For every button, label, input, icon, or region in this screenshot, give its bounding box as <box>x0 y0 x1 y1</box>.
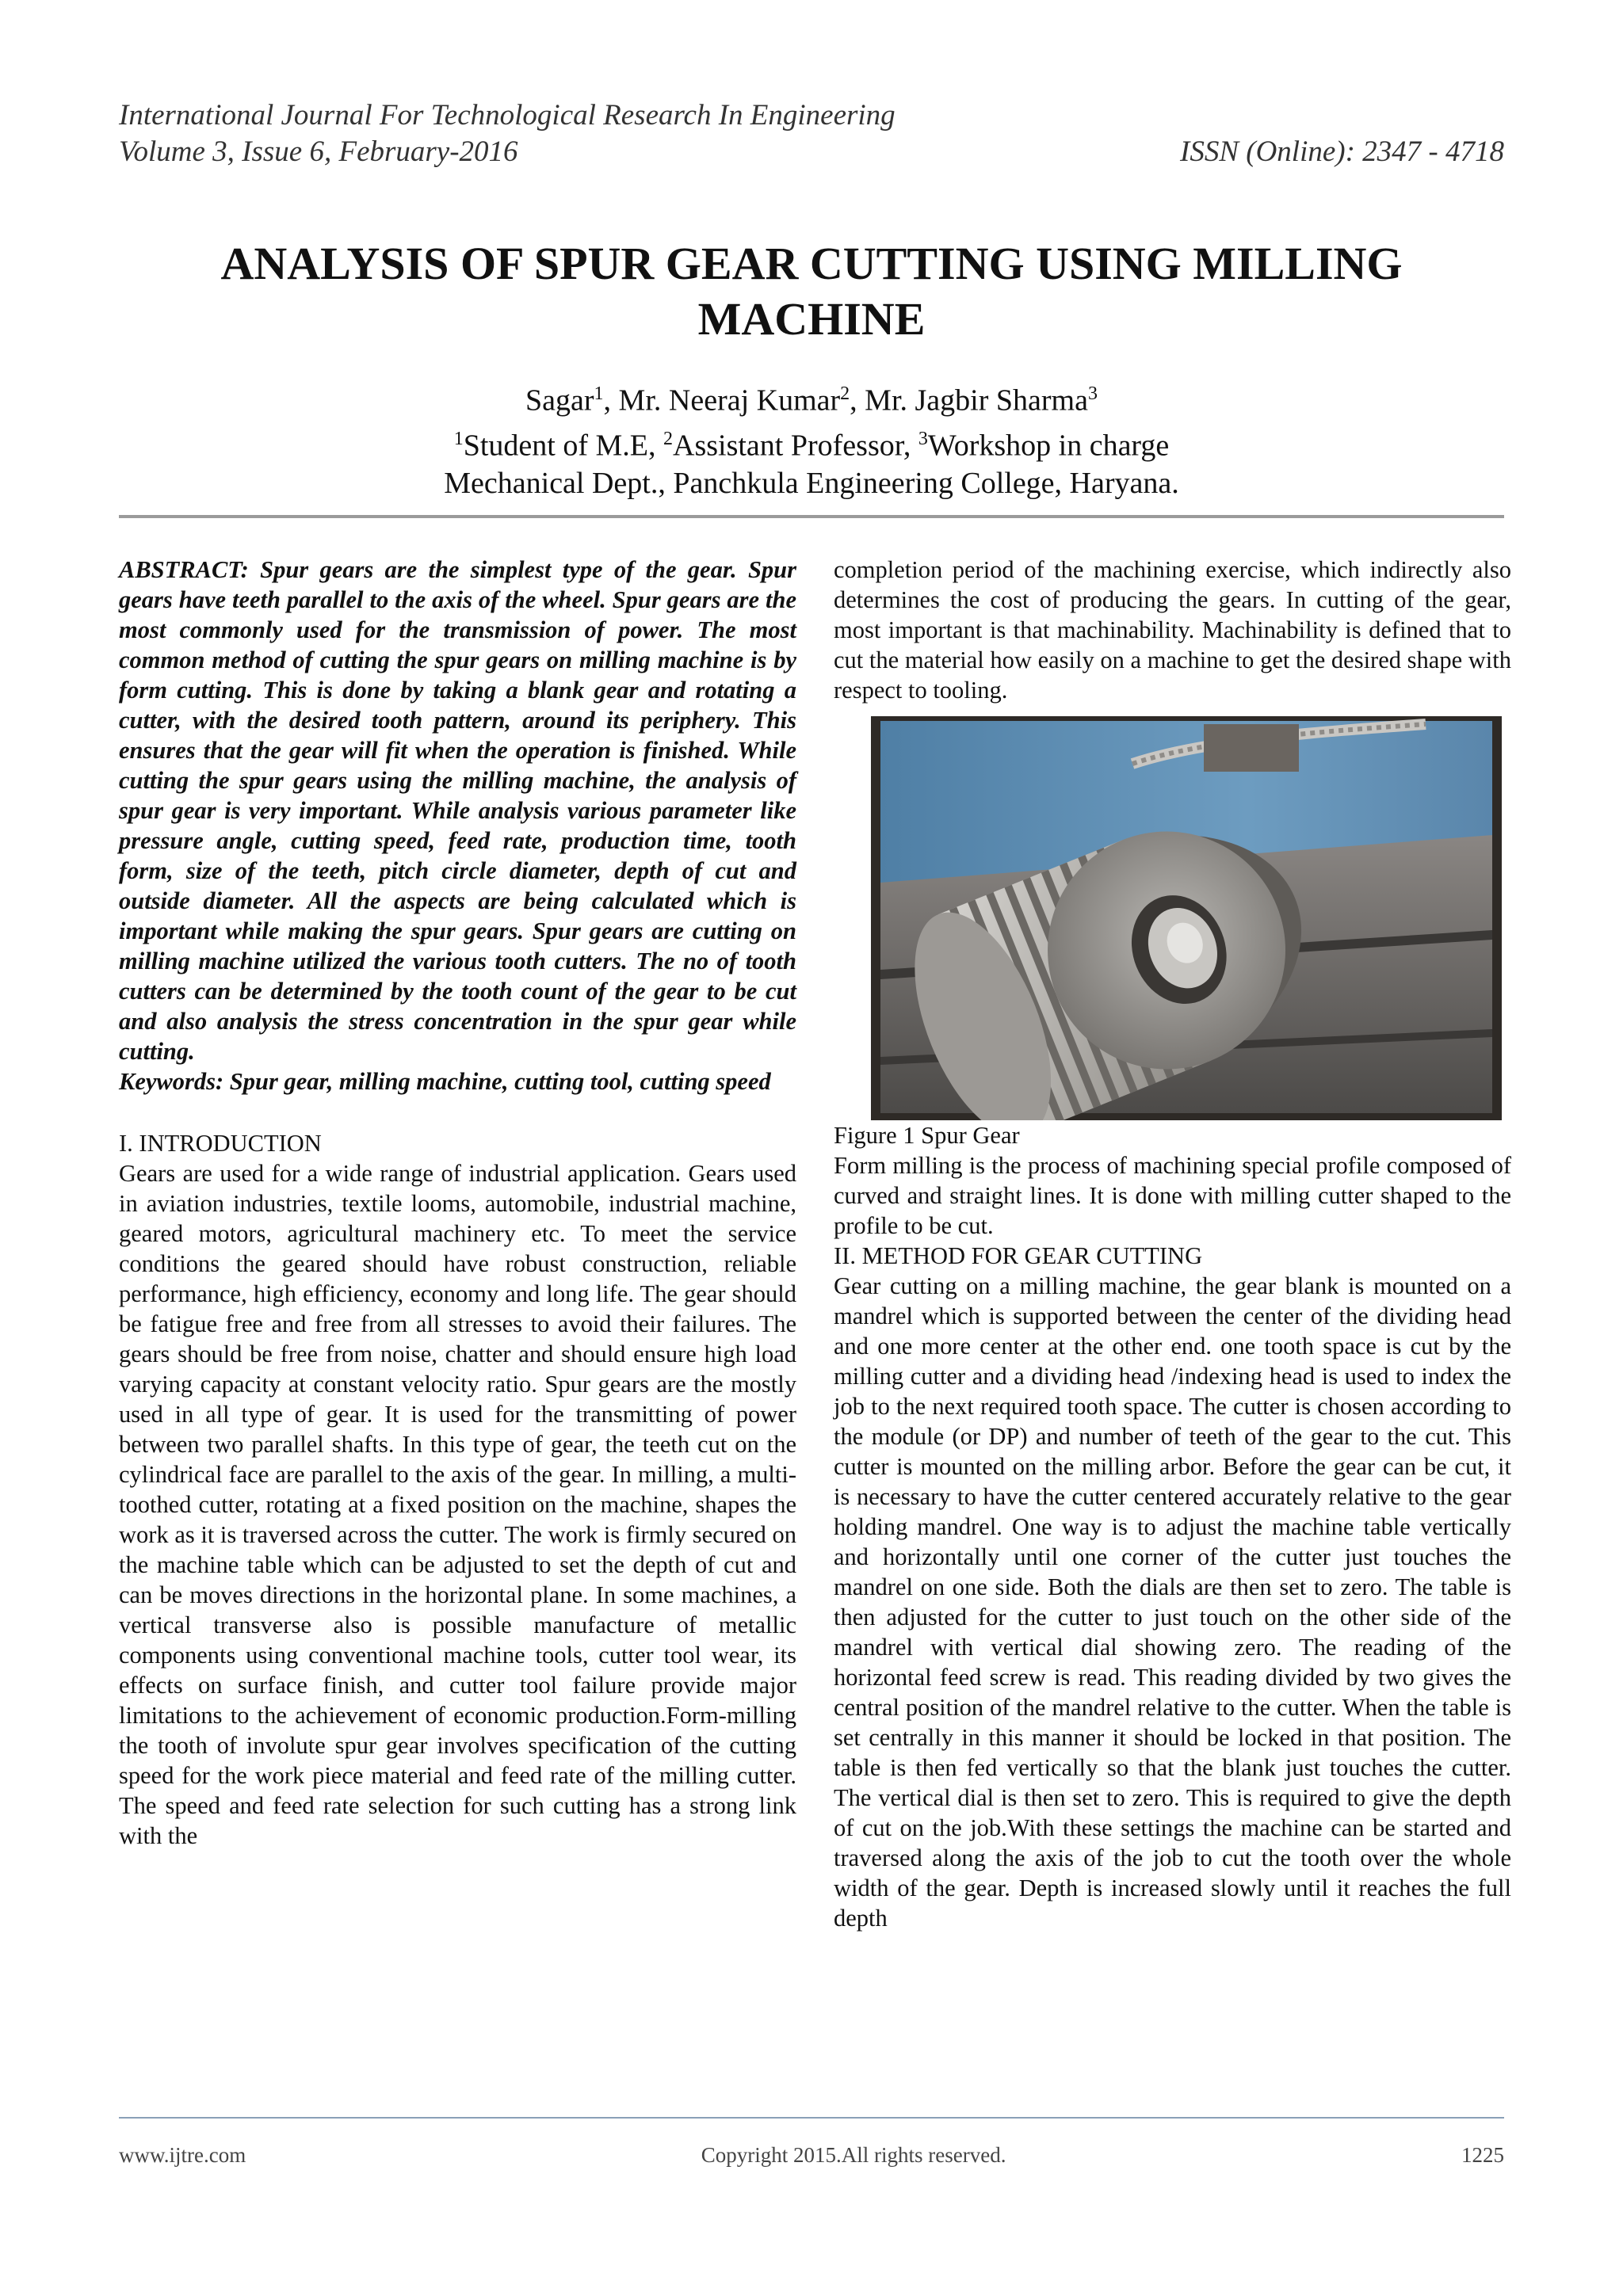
author-2: , Mr. Neeraj Kumar <box>603 383 841 418</box>
footer-rule <box>119 2117 1504 2119</box>
author-names <box>119 375 1504 420</box>
spur-gear-photo <box>871 716 1502 1120</box>
author-1: Sagar <box>525 383 594 418</box>
author-block <box>119 375 1504 502</box>
journal-issue-line <box>119 135 1504 169</box>
abstract: ABSTRACT: Spur gears are the simplest type of the gear. Spur gears have teeth parallel to the axis of the wheel. Spur gears are the most commonly used for the transmission of power. The most common method of cutting the spur gears on milling machine is by form cutting. This is done by taking a blank gear and rotating a cutter, with the desired tooth pattern, around its periphery. This ensures that the gear will fit when the operation is finished. While cutting the spur gears using the milling machine, the analysis of spur gear is very important. While analysis various parameter like pressure angle, cutting speed, feed rate, production time, tooth form, size of the teeth, pitch circle diameter, depth of cut and outside diameter. All the aspects are being calculated which is important while making the spur gears. Spur gears are cutting on milling machine utilized the various tooth cutters. The no of tooth cutters can be determined by the tooth count of the gear to be cut and also analysis the stress concentration in the spur gear while cutting. <box>119 556 796 1065</box>
role-3: Workshop in charge <box>927 429 1170 463</box>
role-2-sup: 2 <box>663 428 673 449</box>
right-column <box>834 555 1511 1933</box>
journal-name: International Journal For Technological Research In Engineering <box>119 99 896 132</box>
author-1-sup: 1 <box>594 383 604 404</box>
journal-volume: Volume 3, Issue 6, February-2016 <box>119 135 518 168</box>
section-heading-introduction: I. INTRODUCTION <box>119 1130 322 1157</box>
author-3-sup: 3 <box>1087 383 1098 404</box>
figure-caption: Figure 1 Spur Gear <box>834 1122 1020 1149</box>
role-1-sup: 1 <box>453 428 464 449</box>
form-milling-text: Form milling is the process of machining special profile composed of curved and straight lines. It is done with milling cutter shaped to the profile to be cut. <box>834 1152 1511 1239</box>
left-column <box>119 555 796 1851</box>
author-roles <box>119 420 1504 465</box>
role-1: Student of M.E, <box>463 429 663 463</box>
spur-gear-illustration <box>871 716 1502 1120</box>
affiliation: Mechanical Dept., Panchkula Engineering College, Haryana. <box>444 467 1179 501</box>
paper-title: ANALYSIS OF SPUR GEAR CUTTING USING MILLING MACHINE <box>220 238 1403 345</box>
author-2-sup: 2 <box>840 383 850 404</box>
section-heading-method: II. METHOD FOR GEAR CUTTING <box>834 1242 1203 1269</box>
footer-url: www.ijtre.com <box>119 2143 246 2167</box>
journal-issn: ISSN (Online): 2347 - 4718 <box>1180 135 1504 168</box>
role-3-sup: 3 <box>918 428 928 449</box>
footer-page-number: 1225 <box>1461 2143 1504 2167</box>
method-text: Gear cutting on a milling machine, the gear blank is mounted on a mandrel which is supported between the center of the dividing head and one more center at the other end. one tooth space is cut by the milling cutter and a dividing head /indexing head is used to index the job to the next required tooth space. The cutter is chosen according to the module (or DP) and number of teeth of the gear to the cut. This cutter is mounted on the milling arbor. Before the gear can be cut, it is necessary to have the cutter centered accurately relative to the gear holding mandrel. One way is to adjust the machine table vertically and horizontally until one corner of the cutter just touches the mandrel on one side. Both the dials are then set to zero. The table is then adjusted for the cutter to just touch on the other side of the mandrel with vertical dial showing zero. The reading of the horizontal feed screw is read. This reading divided by two gives the central position of the mandrel relative to the cutter. When the table is set centrally in this manner it should be locked in that position. The table is then fed vertically so that the blank just touches the cutter. The vertical dial is then set to zero. This is required to give the depth of cut on the job.With these settings the machine can be started and traversed along the axis of the job to cut the tooth over the whole width of the gear. Depth is increased slowly until it reaches the full depth <box>834 1272 1511 1932</box>
page-footer <box>119 2143 1504 2168</box>
keywords: Keywords: Spur gear, milling machine, cutting tool, cutting speed <box>119 1068 771 1095</box>
introduction-text: Gears are used for a wide range of industrial application. Gears used in aviation industries, textile looms, automobile, industrial machine, geared motors, agricultural machinery etc. To meet the service conditions the geared should have robust construction, reliable performance, high efficiency, economy and long life. The gear should be fatigue free and free from all stresses to avoid their failures. The gears should be free from noise, chatter and should ensure high load varying capacity at constant velocity ratio. Spur gears are the mostly used in all type of gear. It is used for the transmitting of power between two parallel shafts. In this type of gear, the teeth cut on the cylindrical face are parallel to the axis of the gear. In milling, a multi-toothed cutter, rotating at a fixed position on the machine, shapes the work as it is traversed across the cutter. The work is firmly secured on the machine table which can be adjusted to set the depth of cut and can be moves directions in the horizontal plane. In some machines, a vertical transverse also is possible manufacture of metallic components using conventional machine tools, cutter tool wear, its effects on surface finish, and cutter tool failure provide major limitations to the achievement of economic production.Form-milling the tooth of involute spur gear involves specification of the cutting speed for the work piece material and feed rate of the milling cutter. The speed and feed rate selection for such cutting has a strong link with the <box>119 1160 796 1849</box>
header-rule <box>119 515 1504 518</box>
author-3: , Mr. Jagbir Sharma <box>850 383 1088 418</box>
role-2: Assistant Professor, <box>673 429 918 463</box>
intro-continued-text: completion period of the machining exercise, which indirectly also determines the cost of producing the gears. In cutting of the gear, most important is that machinability. Machinability is defined that to cut the material how easily on a machine to get the desired shape with respect to tooling. <box>834 556 1511 704</box>
footer-copyright: Copyright 2015.All rights reserved. <box>701 2143 1006 2167</box>
